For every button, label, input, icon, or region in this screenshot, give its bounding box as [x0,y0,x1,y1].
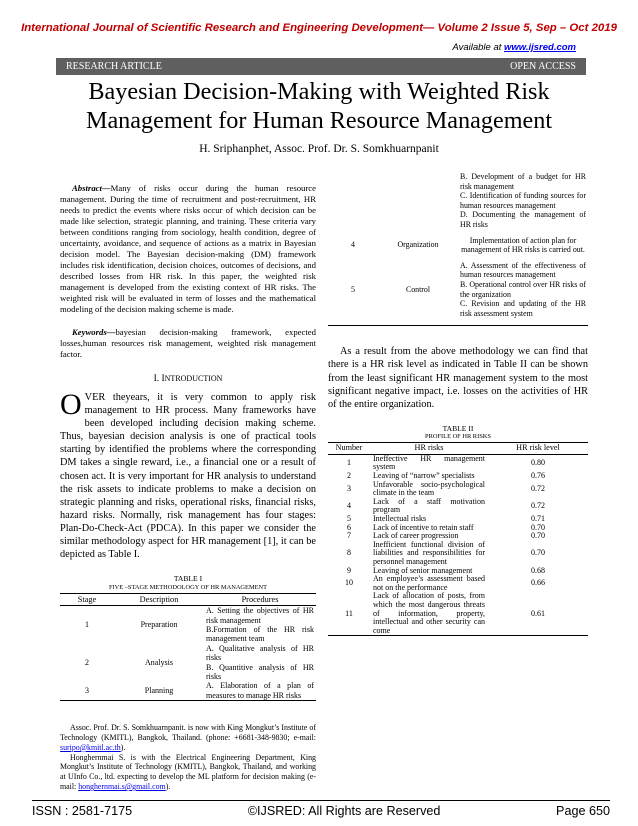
procedure-item: C. Identification of funding sources for human resources management [460,191,586,210]
table-row [328,592,588,635]
paper-title [40,77,598,135]
footer-issn: ISSN : 2581-7175 [32,804,133,818]
risk-name: Ineffective HR management system [373,453,485,472]
author-footnote [60,723,316,792]
section-heading-initial: I [161,374,165,384]
table1-stage-cell: 2 [85,657,89,667]
risk-name: Lack of career progression [373,531,459,541]
footnote-author-2 [60,753,316,792]
paper-title-line-1: Bayesian Decision-Making with Weighted Risk [88,78,550,105]
table-row [328,498,588,515]
risk-name: Leaving of senior management [373,565,473,575]
table2-subtitle: PROFILE OF HR RISKS [425,433,491,441]
table1-description-cell: Organization [397,240,439,250]
paper-title-line-2: Management for Human Resource Management [85,107,553,134]
risk-name: An employee’s assessment based not on the performance [373,574,485,592]
table-row [328,454,588,472]
table1-subtitle: FIVE –STAGE METHODOLOGY OF HR MANAGEMENT [108,583,268,591]
table1-procedures-cell [204,644,316,682]
results-paragraph: As a result from the above methodology we can find that there is a HR risk level as indicated in Table II can be shown from the least significant HR management system to the most significant negative impact, i.e. losses on the activities of HR of the entire organization. [328,346,588,410]
intro-paragraph [60,388,316,561]
risk-name: Intellectual risks [373,514,427,524]
keywords-label: Keywords— [72,327,116,337]
table1 [60,593,316,701]
table1-description-cell [378,172,458,230]
table2-header-number: Number [328,443,370,455]
left-column [60,183,316,792]
table1-stage-cell: 4 [351,240,355,250]
table2-header-risks: HR risks [370,443,488,455]
risk-level: 0.68 [531,565,545,575]
available-prefix: Available at [452,42,505,53]
table-row [328,172,588,230]
page-footer [32,804,610,818]
table-row [328,575,588,592]
risk-number: 9 [347,565,351,575]
risk-name: Inefficient functional division of liabilities and responsibilities for personnel management [373,539,485,566]
table2-title: TABLE II [442,423,474,433]
access-type-label: OPEN ACCESS [510,61,576,72]
table1-continuation [328,172,588,326]
table-row [60,681,316,700]
table-row [328,230,588,255]
author-email-link[interactable]: suripo@kmitl.ac.th [60,742,121,752]
procedure-item: B.Formation of the HR risk management team [206,624,314,644]
risk-level: 0.70 [531,522,545,532]
journal-website-link[interactable]: www.ijsred.com [504,42,576,53]
procedure-item: C. Revision and updating of the HR risk assessment system [460,299,586,318]
table1-procedures-cell [458,230,588,255]
procedure-item: D. Documenting the management of HR risks [460,210,586,229]
intro-text: VER theyears, it is very common to apply risk management to HR process. Many frameworks have been developed including decision making scheme. Thus, bayesian decision analysis is one of practical tools starting by identified the problems where the corresponding DM takes a single reward, i.e., a financial one or a result of chosen act. It is very important for HR analysis to understand the risk assets to indicate problems to make a decision on strategic planning and risks, operational risks, financial risks, hazard risks. Normally, risk management has four stages: Plan-Do-Check-Act (PDCA). In this paper we consider the similar methodology aspect for HR management [1], it can be depicted as Table I. [60,392,316,561]
paper-authors: H. Sriphanphet, Assoc. Prof. Dr. S. Somkhuarnpanit [199,143,439,155]
keywords [60,327,316,360]
risk-name: Lack of allocation of posts, from which the most dangerous threats of information, property, intellectual and other security can come [373,591,485,635]
risk-level: 0.72 [531,483,545,493]
table1-procedures-cell [458,172,588,230]
procedure-item: A. Elaboration of a plan of measures to manage HR risks [206,681,314,700]
table1-continued [328,172,588,318]
risk-number: 7 [347,531,351,541]
abstract-text: Many of risks occur during the human resource management. During the time of recruitment and post-recruitment, HR needs to predict the events where risks occur of which decision can be made like selection, strategic planning, and training. These criteria vary between conditions ranging from sociology, health condition, degree of uncertainty, avoidance, and sequence of actions as a matrix in Bayesian decision model. The Bayesian decision-making (DM) framework includes risk identification, decision choices, outcomes of decisions, and described losses from HR risk. In this paper, the weighted risk management is developed from the existing context of HR risks. The weighted risk will be evaluated in term of losses and the mathematical modeling of the decision making scheme is made. [60,183,316,314]
risk-level: 0.66 [531,578,545,588]
risk-number: 2 [347,471,351,481]
procedure-item: A. Qualitative analysis of HR risks [206,643,314,663]
article-banner [56,58,586,75]
risk-level: 0.76 [531,471,545,481]
table1-description-cell: Planning [144,686,174,696]
table1-description-cell: Control [405,284,431,294]
footnote-end: ). [120,742,126,752]
risk-number: 10 [345,578,353,588]
table-row [60,644,316,682]
drop-cap: O [60,388,82,421]
risk-number: 11 [345,608,353,618]
risk-name: Lack of incentive to retain staff [373,522,474,532]
risk-number: 6 [347,522,351,532]
risk-level: 0.70 [531,548,545,558]
footer-page-number: Page 650 [556,804,610,818]
table1-stage-cell [328,172,378,230]
footnote-end: ). [165,781,171,791]
table1-header-procedures: Procedures [204,593,316,605]
right-column [328,172,588,636]
table1-procedures-cell [204,606,316,644]
table1-description-cell: Preparation [140,620,178,630]
table1-stage-cell: 1 [85,620,89,630]
risk-level: 0.80 [531,458,545,468]
table-row [328,481,588,498]
abstract [60,183,316,315]
procedure-item: A. Assessment of the effectiveness of human resources management [460,260,586,280]
section-heading-introduction [60,373,316,385]
footnote-text: Assoc. Prof. Dr. S. Somkhuarnpanit. is now with King Mongkut’s Institute of Technology (KMITL), Bangkok, Thailand. (phone: +6681-348-9830; e-mail: [60,723,316,742]
risk-number: 3 [347,483,351,493]
keywords-text: bayesian decision-making framework, expected losses,human resources risk management, weighted risk management factor. [60,327,316,359]
author-email-link[interactable]: honghernmai.s@gmail.com [78,781,166,791]
procedure-item: Implementation of action plan for management of HR risks is carried out. [461,235,585,255]
risk-number: 5 [347,514,351,524]
table-row [328,541,588,567]
risk-name: Unfavorable socio-psychological climate in the team [373,479,485,498]
table1-description-cell: Analysis [145,657,173,667]
procedure-item: B. Quantitive analysis of HR risks [206,662,314,681]
table1-procedures-cell [458,255,588,319]
table1-title: TABLE I [173,574,203,584]
section-heading-rest: NTRODUCTION [164,374,223,383]
table1-header-stage: Stage [60,593,114,605]
risk-number: 1 [347,458,351,468]
table2-header-level: HR risk level [488,443,588,455]
risk-level: 0.70 [531,531,545,541]
table-row [60,606,316,644]
risk-level: 0.71 [531,514,545,524]
table1-stage-cell: 3 [85,686,89,696]
risk-level: 0.72 [531,501,545,511]
risk-number: 8 [347,548,351,558]
article-type-label: RESEARCH ARTICLE [66,61,162,72]
abstract-label: Abstract— [72,183,111,193]
section-number: I. [153,374,162,384]
procedure-item: B. Operational control over HR risks of the organization [460,279,586,299]
footer-rule [32,800,610,801]
risk-name: Lack of a staff motivation program [373,496,485,515]
table-row [328,255,588,319]
table2-header-row [328,443,588,455]
footnote-text: Honghernmai S. is with the Electrical Engineering Department, King Mongkut’s Institute of Technology (KMITL), Bangkok, Thailand, and working at UInfo Co., ltd. expecting to develop the ML platform for decision making (e-mail: [60,752,316,791]
availability-line [452,42,576,53]
risk-number: 4 [347,501,351,511]
table1-header-row [60,593,316,605]
table1-stage-cell: 5 [351,284,355,294]
footer-copyright: ©IJSRED: All Rights are Reserved [247,804,441,818]
table1-procedures-cell [204,681,316,700]
procedure-item: A. Setting the objectives of HR risk management [206,606,314,625]
procedure-item: B. Development of a budget for HR risk management [460,172,586,191]
risk-level: 0.61 [531,608,545,618]
journal-header: International Journal of Scientific Research and Engineering Development— Volume 2 Issue 5, Sep – Oct 2019 [21,22,617,34]
table1-header-description: Description [114,593,204,605]
footnote-author-1 [60,723,316,752]
table2 [328,442,588,636]
risk-name: Leaving of “narrow” specialists [373,471,475,481]
